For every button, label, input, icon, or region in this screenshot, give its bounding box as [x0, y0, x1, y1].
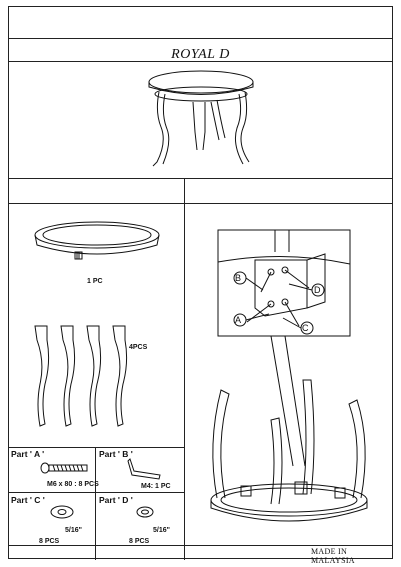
- table-top-qty: 1 PC: [87, 278, 103, 285]
- part-c-qty: 8 PCS: [39, 538, 60, 545]
- allen-key-icon: [124, 457, 164, 481]
- part-a-label: Part ' A ': [11, 449, 45, 459]
- part-c-size: 5/16": [65, 527, 82, 534]
- assembly-diagram: [185, 204, 394, 544]
- legs-part: [9, 322, 184, 432]
- part-b-label: Part ' B ': [99, 449, 133, 459]
- part-d-size: 5/16": [153, 527, 170, 534]
- callout-b: B: [235, 273, 242, 283]
- header-divider: [9, 38, 392, 39]
- part-d-label: Part ' D ': [99, 495, 133, 505]
- made-in-label: MADE IN MALAYSIA: [311, 547, 355, 565]
- part-d-qty: 8 PCS: [129, 538, 150, 545]
- hardware-row-divider: [9, 492, 184, 493]
- instruction-sheet: [8, 6, 393, 565]
- part-b-spec: M4: 1 PC: [141, 483, 171, 490]
- callout-c: C: [302, 323, 309, 333]
- part-c-label: Part ' C ': [11, 495, 45, 505]
- callout-d: D: [314, 285, 321, 295]
- product-title: ROYAL D: [171, 47, 230, 62]
- bolt-icon: [39, 462, 89, 474]
- legs-qty: 4PCS: [129, 344, 148, 351]
- washer-icon: [49, 504, 75, 520]
- lock-washer-icon: [135, 505, 155, 519]
- part-a-spec: M6 x 80 : 8 PCS: [47, 481, 99, 488]
- footer-divider: [9, 545, 392, 546]
- assembled-table-illustration: [9, 62, 394, 182]
- illustration-divider: [9, 178, 392, 179]
- table-top-part: [9, 217, 184, 277]
- callout-a: A: [235, 315, 242, 325]
- hardware-mid-divider: [95, 447, 96, 560]
- hardware-top-divider: [9, 447, 184, 448]
